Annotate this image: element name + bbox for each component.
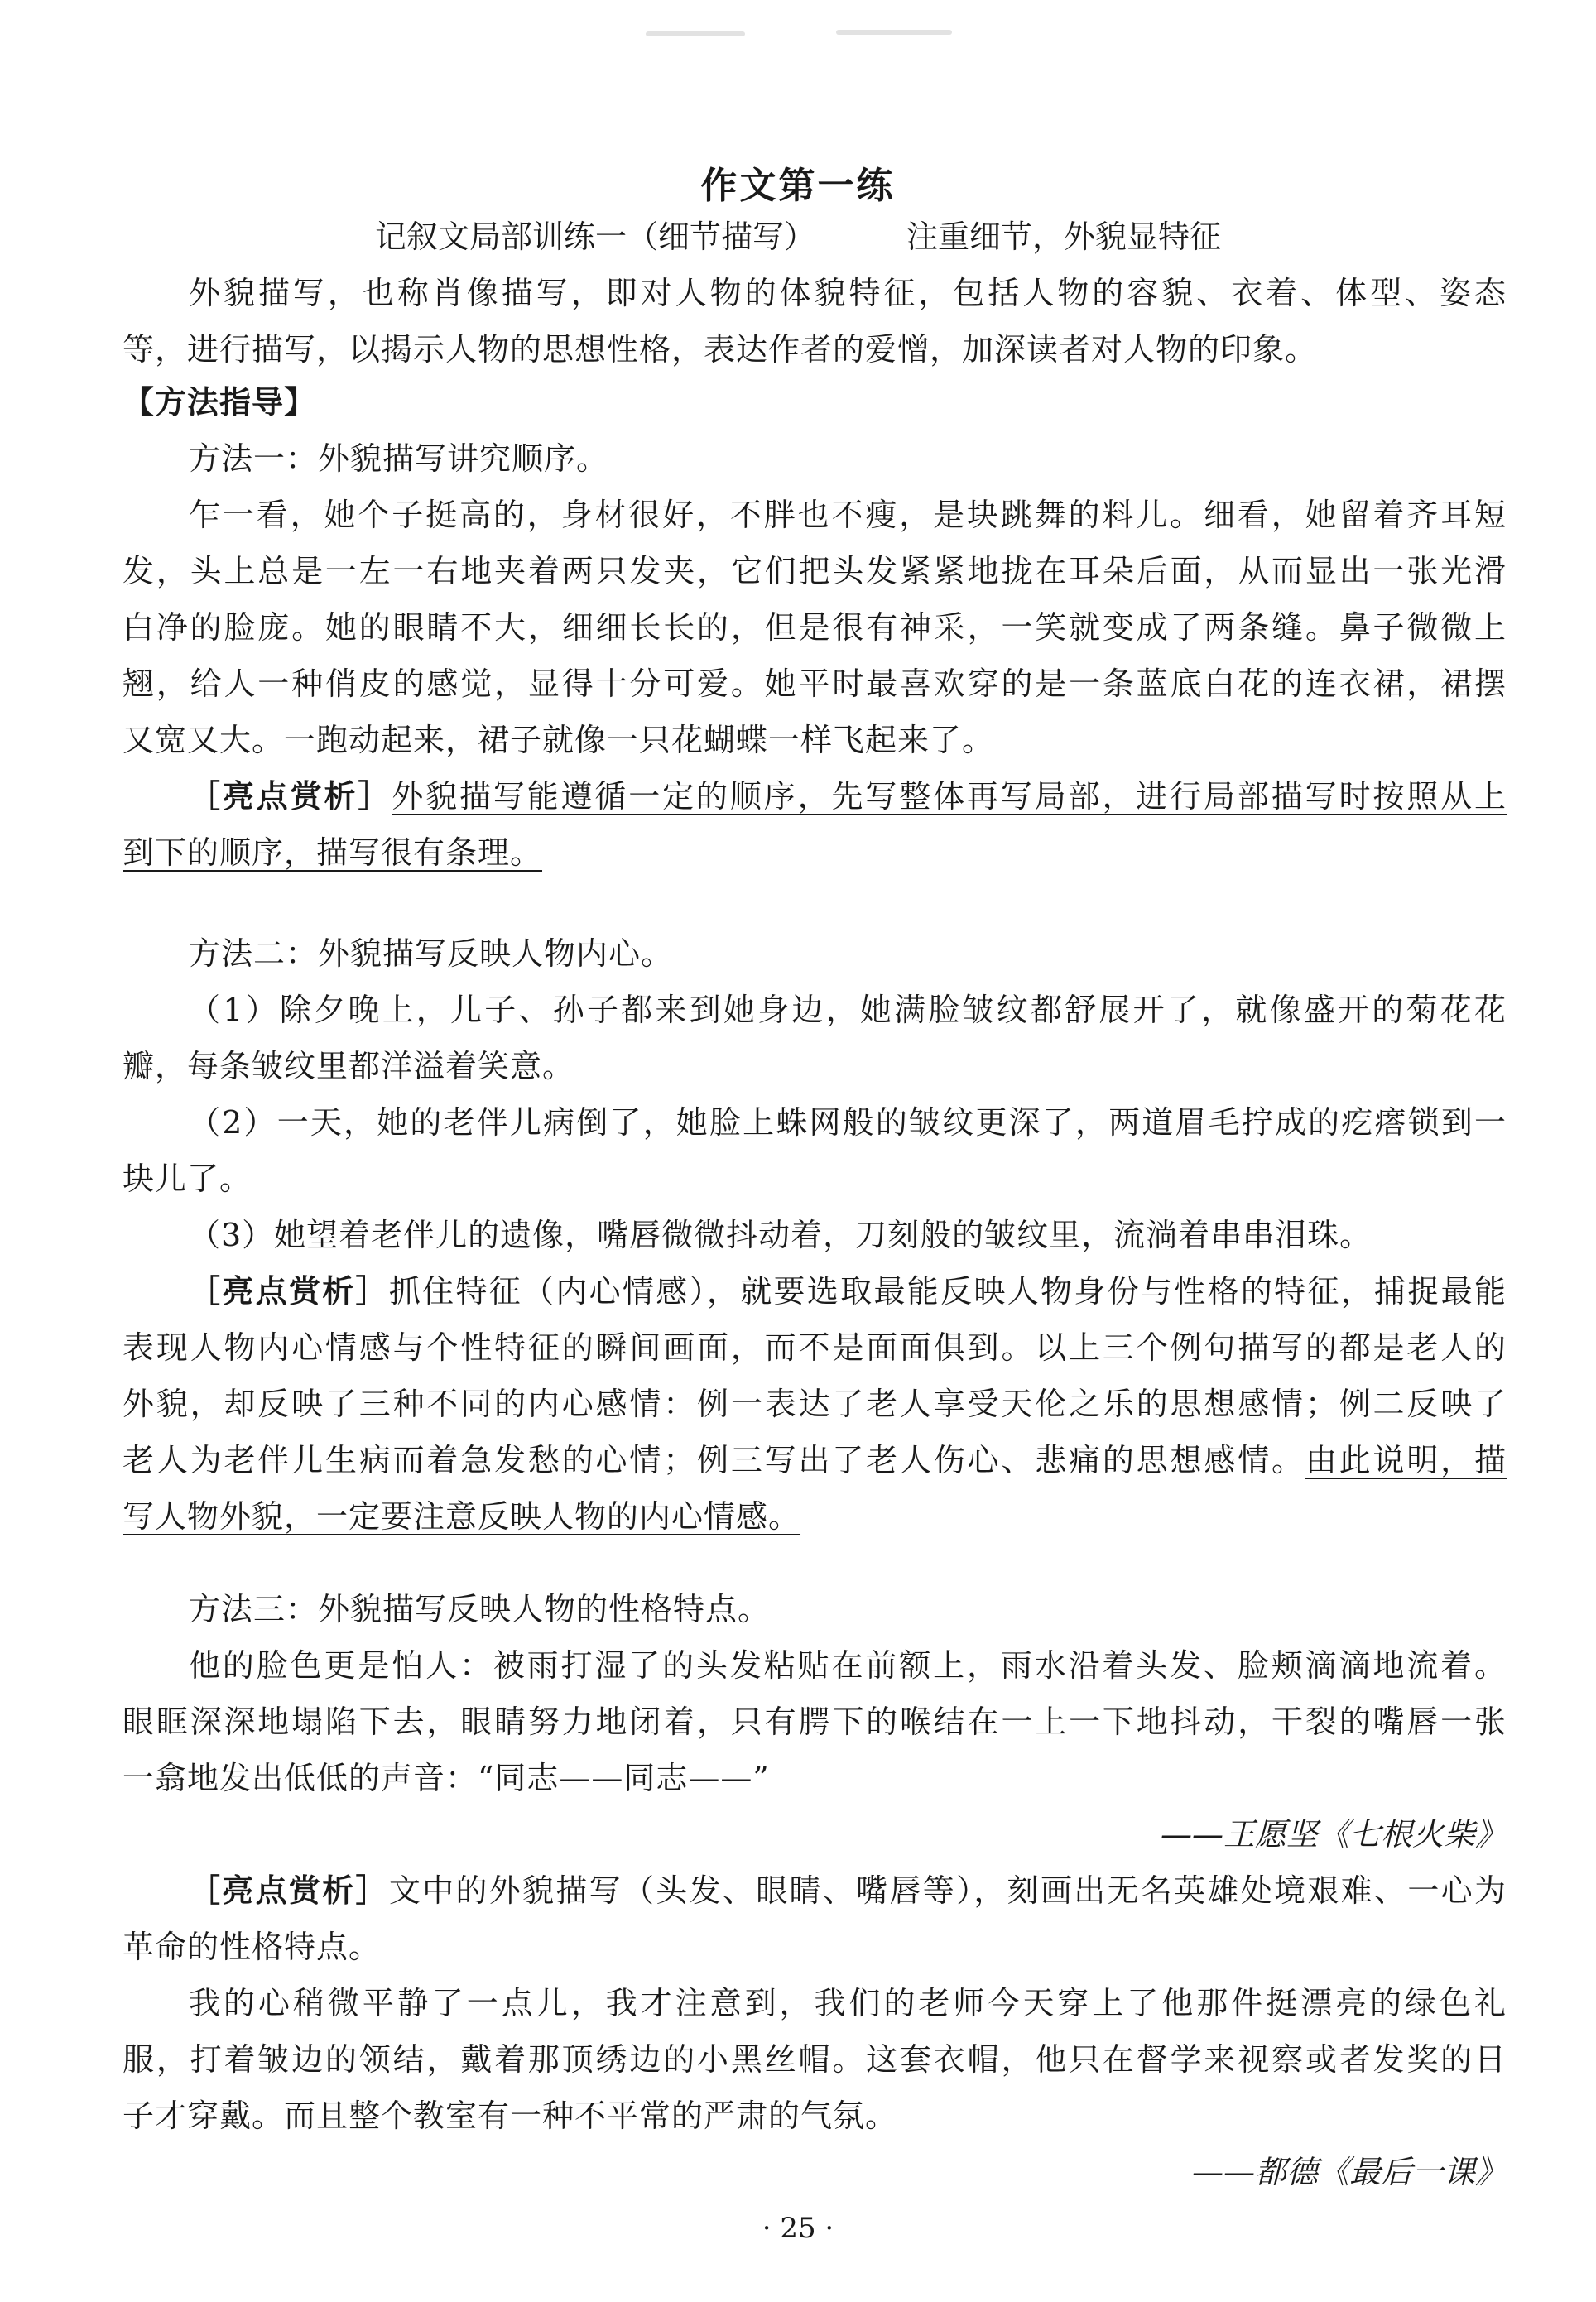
- method1-example-line: 又宽又大。一跑动起来，裙子就像一只花蝴蝶一样飞起来了。: [123, 722, 995, 758]
- scan-artifact: [646, 31, 745, 36]
- analysis-text: 老人为老伴儿生病而着急发愁的心情；例三写出了老人伤心、悲痛的思想感情。: [123, 1442, 1305, 1478]
- method2-example-line: （1）除夕晚上，儿子、孙子都来到她身边，她满脸皱纹都舒展开了，就像盛开的菊花花: [189, 992, 1507, 1028]
- analysis-label: ［亮点赏析］: [189, 1273, 389, 1310]
- method2-title: 方法二：外貌描写反映人物内心。: [189, 935, 674, 972]
- analysis-conclusion: 写人物外貌，一定要注意反映人物的内心情感。: [123, 1498, 801, 1535]
- analysis-text: 文中的外貌描写（头发、眼睛、嘴唇等），刻画出无名英雄处境艰难、一心为: [388, 1872, 1507, 1909]
- section-heading: 【方法指导】: [123, 384, 317, 421]
- method2-analysis-line: [123, 1497, 1507, 1536]
- intro-line: 外貌描写，也称肖像描写，即对人物的体貌特征，包括人物的容貌、衣着、体型、姿态: [189, 275, 1507, 311]
- page-number: · 25 ·: [762, 2212, 834, 2245]
- method3-example-line: 他的脸色更是怕人：被雨打湿了的头发粘贴在前额上，雨水沿着头发、脸颊滴滴地流着。: [189, 1647, 1507, 1684]
- method3-example2-line: 我的心稍微平静了一点儿，我才注意到，我们的老师今天穿上了他那件挺漂亮的绿色礼: [189, 1985, 1507, 2021]
- analysis-label: ［亮点赏析］: [189, 1872, 389, 1909]
- method2-example-line: （2）一天，她的老伴儿病倒了，她脸上蛛网般的皱纹更深了，两道眉毛拧成的疙瘩锁到一: [189, 1104, 1507, 1141]
- method3-example2-line: 子才穿戴。而且整个教室有一种不平常的严肃的气氛。: [123, 2098, 898, 2134]
- method2-analysis-line: 外貌，却反映了三种不同的内心感情：例一表达了老人享受天伦之乐的思想感情；例二反映了: [123, 1386, 1507, 1422]
- analysis-text: 外貌描写能遵循一定的顺序，先写整体再写局部，进行局部描写时按照从上: [392, 778, 1507, 815]
- method1-title: 方法一：外貌描写讲究顺序。: [189, 440, 609, 477]
- source-attribution: ——王愿坚《七根火柴》: [1160, 1816, 1507, 1853]
- method3-example-line: 眼眶深深地塌陷下去，眼睛努力地闭着，只有腭下的喉结在一上一下地抖动，干裂的嘴唇一张: [123, 1704, 1507, 1740]
- scan-artifact: [836, 30, 952, 35]
- method2-analysis-line: 表现人物内心情感与个性特征的瞬间画面，而不是面面俱到。以上三个例句描写的都是老人的: [123, 1329, 1507, 1366]
- subtitle-right: 注重细节，外貌显特征: [906, 219, 1222, 255]
- method1-analysis-line: [123, 833, 1507, 872]
- method2-analysis: [189, 1271, 1507, 1311]
- method3-analysis: [189, 1871, 1507, 1910]
- method2-example-line: 瓣，每条皱纹里都洋溢着笑意。: [123, 1048, 575, 1084]
- method1-example-line: 白净的脸庞。她的眼睛不大，细细长长的，但是很有神采，一笑就变成了两条缝。鼻子微微上: [123, 609, 1507, 646]
- intro-line: 等，进行描写，以揭示人物的思想性格，表达作者的爱憎，加深读者对人物的印象。: [123, 331, 1318, 368]
- method1-example-line: 乍一看，她个子挺高的，身材很好，不胖也不瘦，是块跳舞的料儿。细看，她留着齐耳短: [189, 497, 1507, 533]
- method3-example2-line: 服，打着皱边的领结，戴着那顶绣边的小黑丝帽。这套衣帽，他只在督学来视察或者发奖的日: [123, 2041, 1507, 2078]
- method3-example-line: 一翕地发出低低的声音：“同志——同志——”: [123, 1760, 770, 1796]
- method3-title: 方法三：外貌描写反映人物的性格特点。: [189, 1591, 771, 1627]
- page-subtitle: [0, 217, 1596, 257]
- method1-example-line: 发，头上总是一左一右地夹着两只发夹，它们把头发紧紧地拢在耳朵后面，从而显出一张光滑: [123, 553, 1507, 589]
- method2-analysis-line: [123, 1440, 1507, 1480]
- analysis-text: 到下的顺序，描写很有条理。: [123, 834, 543, 871]
- method2-example-line: （3）她望着老伴儿的遗像，嘴唇微微抖动着，刀刻般的皱纹里，流淌着串串泪珠。: [189, 1217, 1372, 1253]
- source-attribution: ——都德《最后一课》: [1191, 2154, 1507, 2190]
- page-title: 作文第一练: [700, 165, 896, 207]
- method2-example-line: 块儿了。: [123, 1161, 252, 1197]
- subtitle-left: 记叙文局部训练一（细节描写）: [374, 219, 815, 255]
- method1-example-line: 翘，给人一种俏皮的感觉，显得十分可爱。她平时最喜欢穿的是一条蓝底白花的连衣裙，裙摆: [123, 666, 1507, 702]
- analysis-label: ［亮点赏析］: [189, 778, 392, 815]
- method1-analysis: [189, 776, 1507, 816]
- analysis-conclusion: 由此说明，描: [1305, 1442, 1507, 1478]
- analysis-text: 抓住特征（内心情感），就要选取最能反映人物身份与性格的特征，捕捉最能: [388, 1273, 1507, 1310]
- method3-analysis-line: 革命的性格特点。: [123, 1929, 382, 1965]
